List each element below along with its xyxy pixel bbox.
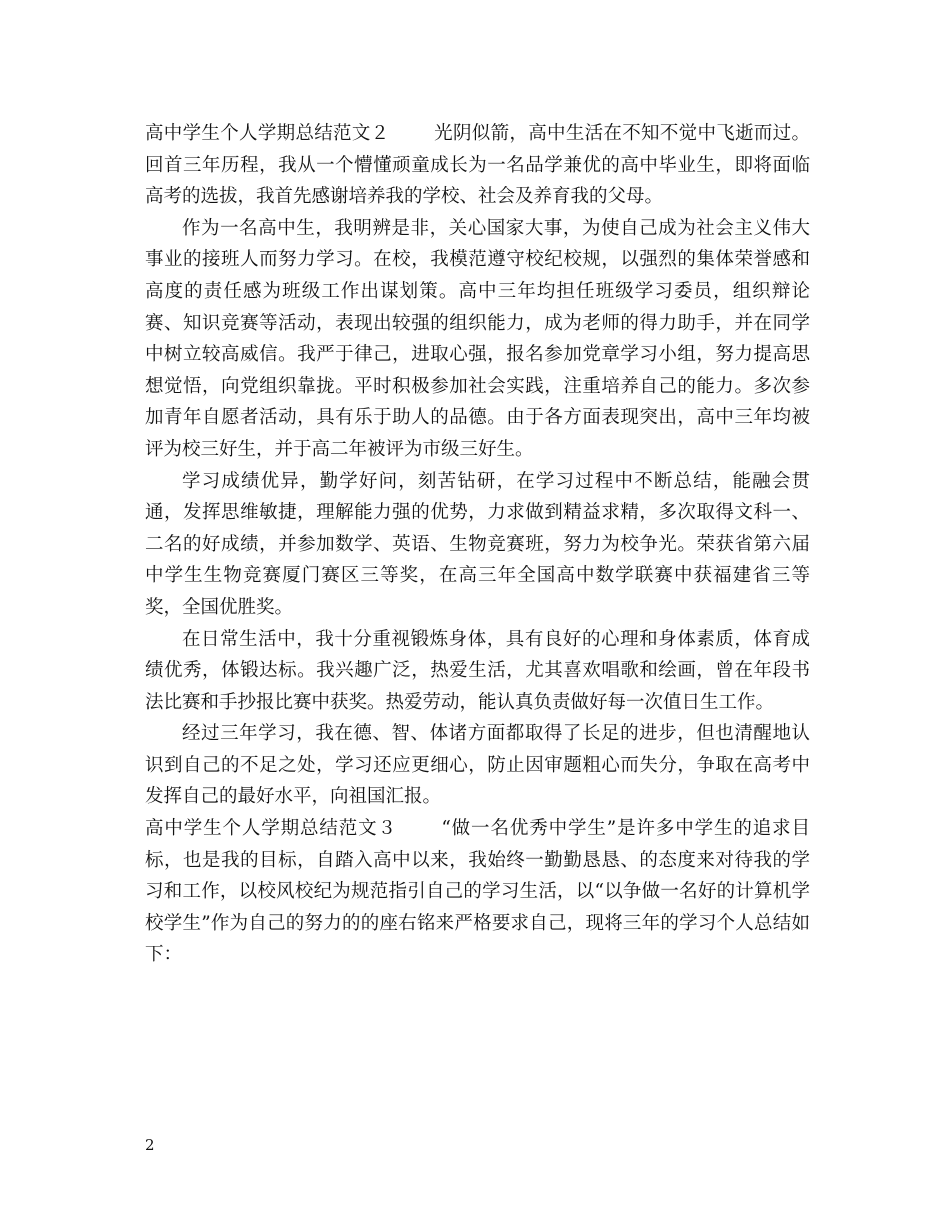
section-heading-2: 高中学生个人学期总结范文２ — [145, 123, 390, 144]
paragraph-6 — [145, 813, 810, 971]
page-number: 2 — [145, 1136, 155, 1154]
paragraph-2: 作为一名高中生，我明辨是非，关心国家大事，为使自己成为社会主义伟大事业的接班人而努力学习。在校，我模范遵守校纪校规，以强烈的集体荣誉感和高度的责任感为班级工作出谋划策。高中三年均担任班级学习委员，组织辩论赛、知识竞赛等活动，表现出较强的组织能力，成为老师的得力助手，并在同学中树立较高威信。我严于律己，进取心强，报名参加党章学习小组，努力提高思想觉悟，向党组织靠拢。平时积极参加社会实践，注重培养自己的能力。多次参加青年自愿者活动，具有乐于助人的品德。由于各方面表现突出，高中三年均被评为校三好生，并于高二年被评为市级三好生。 — [145, 217, 810, 460]
document-body — [145, 118, 810, 971]
paragraph-1-text: 光阴似箭，高中生活在不知不觉中飞逝而过。回首三年历程，我从一个懵懂顽童成长为一名品学兼优的高中毕业生，即将面临高考的选拔，我首先感谢培养我的学校、社会及养育我的父母。 — [145, 123, 810, 208]
section-heading-3: 高中学生个人学期总结范文３ — [145, 818, 397, 840]
paragraph-3: 学习成绩优异，勤学好问，刻苦钻研，在学习过程中不断总结，能融会贯通，发挥思维敏捷，理解能力强的优势，力求做到精益求精，多次取得文科一、二名的好成绩，并参加数学、英语、生物竞赛班，努力为校争光。荣获省第六届中学生生物竞赛厦门赛区三等奖，在高三年全国高中数学联赛中获福建省三等奖，全国优胜奖。 — [145, 470, 810, 618]
paragraph-4: 在日常生活中，我十分重视锻炼身体，具有良好的心理和身体素质，体育成绩优秀，体锻达标。我兴趣广泛，热爱生活，尤其喜欢唱歌和绘画，曾在年段书法比赛和手抄报比赛中获奖。热爱劳动，能认真负责做好每一次值日生工作。 — [145, 628, 810, 713]
paragraph-6-text: “做一名优秀中学生”是许多中学生的追求目标，也是我的目标，自踏入高中以来，我始终一勤勤恳恳、的态度来对待我的学习和工作，以校风校纪为规范指引自己的学习生活，以“以争做一名好的计算机学校学生”作为自己的努力的的座右铭来严格要求自己，现将三年的学习个人总结如下： — [145, 818, 810, 966]
paragraph-1 — [145, 118, 810, 213]
paragraph-5: 经过三年学习，我在德、智、体诸方面都取得了长足的进步，但也清醒地认识到自己的不足之处，学习还应更细心，防止因审题粗心而失分，争取在高考中发挥自己的最好水平，向祖国汇报。 — [145, 723, 810, 808]
